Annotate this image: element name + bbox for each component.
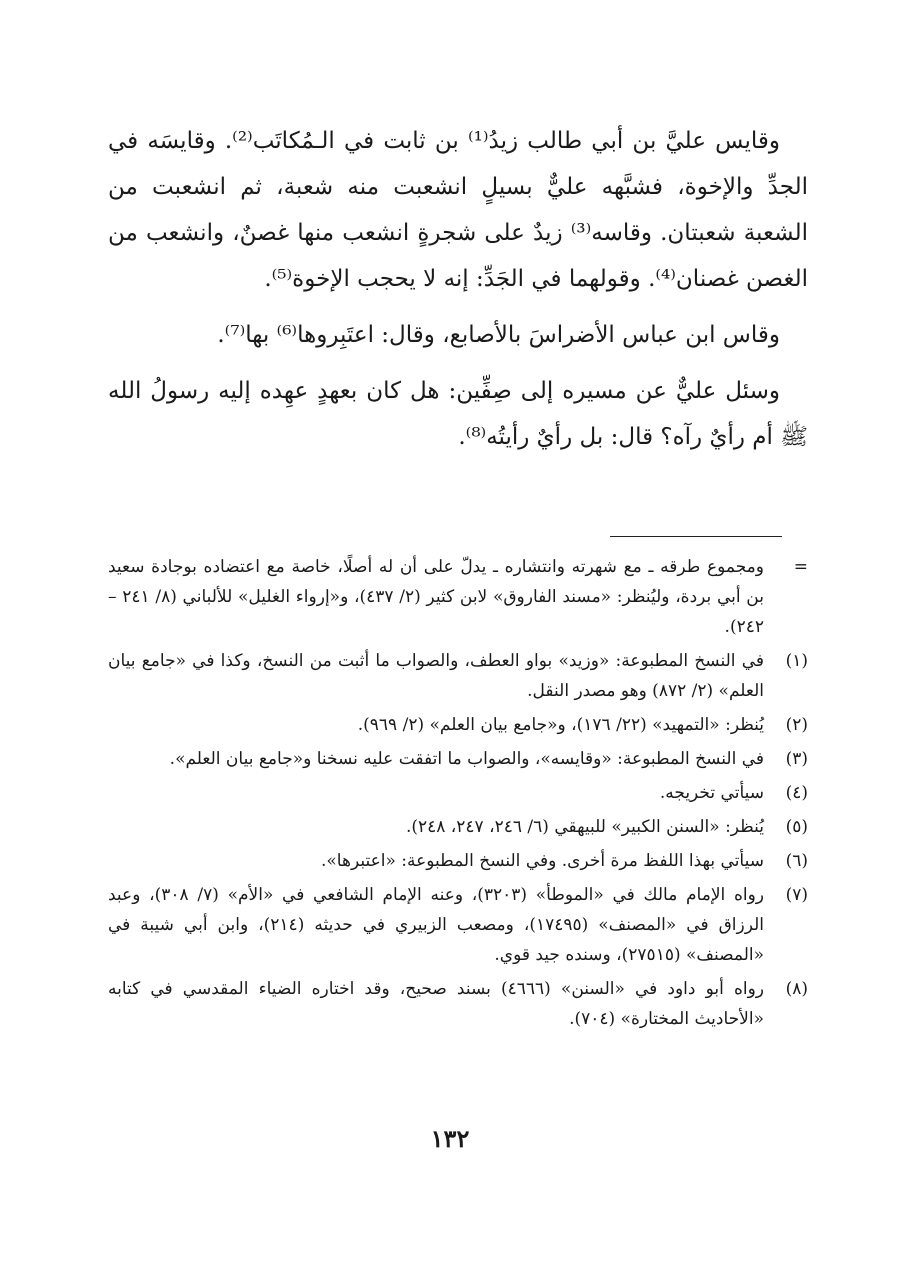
footnote-mark: (٤) [785,783,808,803]
footnotes [108,552,808,1038]
footnote-text: سيأتي تخريجه. [659,783,764,803]
body-paragraph-2: وقاس ابن عباس الأضراسَ بالأصابع، وقال: اعتَبِروها⁽⁶⁾ بها⁽⁷⁾. [217,322,780,348]
body-paragraph-3: وسئل عليٌّ عن مسيره إلى صِفِّين: هل كان بعهدٍ عهِده إليه رسولُ الله ﷺ أم رأيٌ رآه؟ قال: بل رأيٌ رأيتُه⁽⁸⁾. [108,378,808,450]
footnote-text: في النسخ المطبوعة: «وقايسه»، والصواب ما اتفقت عليه نسخنا و«جامع بيان العلم». [169,749,764,769]
footnote-separator [610,536,782,537]
footnote-2 [108,710,808,740]
footnote-mark: (٢) [785,715,808,735]
footnote-7 [108,880,808,970]
footnote-text: سيأتي بهذا اللفظ مرة أخرى. وفي النسخ المطبوعة: «اعتبرها». [321,851,764,871]
footnote-mark: (٨) [785,979,808,999]
footnote-text: في النسخ المطبوعة: «وزيد» بواو العطف، والصواب ما أثبت من النسخ، وكذا في «جامع بيان العلم» (٢/ ٨٧٢) وهو مصدر النقل. [108,651,764,701]
footnote-text: ومجموع طرقه ـ مع شهرته وانتشاره ـ يدلّ على أن له أصلًا، خاصة مع اعتضاده بوجادة سعيد بن أبي بردة، وليُنظر: «مسند الفاروق» لابن كثير (٢/ ٤٣٧)، و«إرواء الغليل» للألباني (٨/ ٢٤١ – ٢٤٢). [108,557,764,637]
footnote-5 [108,812,808,842]
footnote-1 [108,646,808,706]
footnote-4 [108,778,808,808]
footnote-text: يُنظر: «السنن الكبير» للبيهقي (٦/ ٢٤٦، ٢٤٧، ٢٤٨). [405,817,764,837]
footnote-mark: (٧) [785,885,808,905]
footnote-6 [108,846,808,876]
footnote-mark: (٥) [785,817,808,837]
footnote-text: رواه الإمام مالك في «الموطأ» (٣٢٠٣)، وعنه الإمام الشافعي في «الأم» (٧/ ٣٠٨)، وعبد الرزاق في «المصنف» (١٧٤٩٥)، ومصعب الزبيري في حديثه (٢١٤)، وابن أبي شيبة في «المصنف» (٢٧٥١٥)، وسنده جيد قوي. [108,885,765,965]
footnote-8 [108,974,808,1034]
footnote-mark: (٣) [785,749,808,769]
page-number: ١٣٢ [430,1124,470,1153]
main-text [108,118,808,470]
footnote-mark: (٦) [785,851,808,871]
footnote-text: رواه أبو داود في «السنن» (٤٦٦٦) بسند صحيح، وقد اختاره الضياء المقدسي في كتابه «الأحاديث المختارة» (٧٠٤). [108,979,765,1029]
body-paragraph-1: وقايس عليَّ بن أبي طالب زيدُ⁽¹⁾ بن ثابت في الـمُكاتَب⁽²⁾. وقايسَه في الجدِّ والإخوة، فشبَّهه عليٌّ بسيلٍ انشعبت منه شعبة، ثم انشعبت من الشعبة شعبتان. وقاسه⁽³⁾ زيدٌ على شجرةٍ انشعب منها غصنٌ، وانشعب من الغصن غصنان⁽⁴⁾. وقولهما في الجَدِّ: إنه لا يحجب الإخوة⁽⁵⁾. [108,128,808,292]
footnote-mark: (١) [785,651,808,671]
footnote-3 [108,744,808,774]
footnote-continuation [108,552,808,642]
footnote-text: يُنظر: «التمهيد» (٢٢/ ١٧٦)، و«جامع بيان العلم» (٢/ ٩٦٩). [357,715,764,735]
footnote-mark: = [793,557,808,577]
